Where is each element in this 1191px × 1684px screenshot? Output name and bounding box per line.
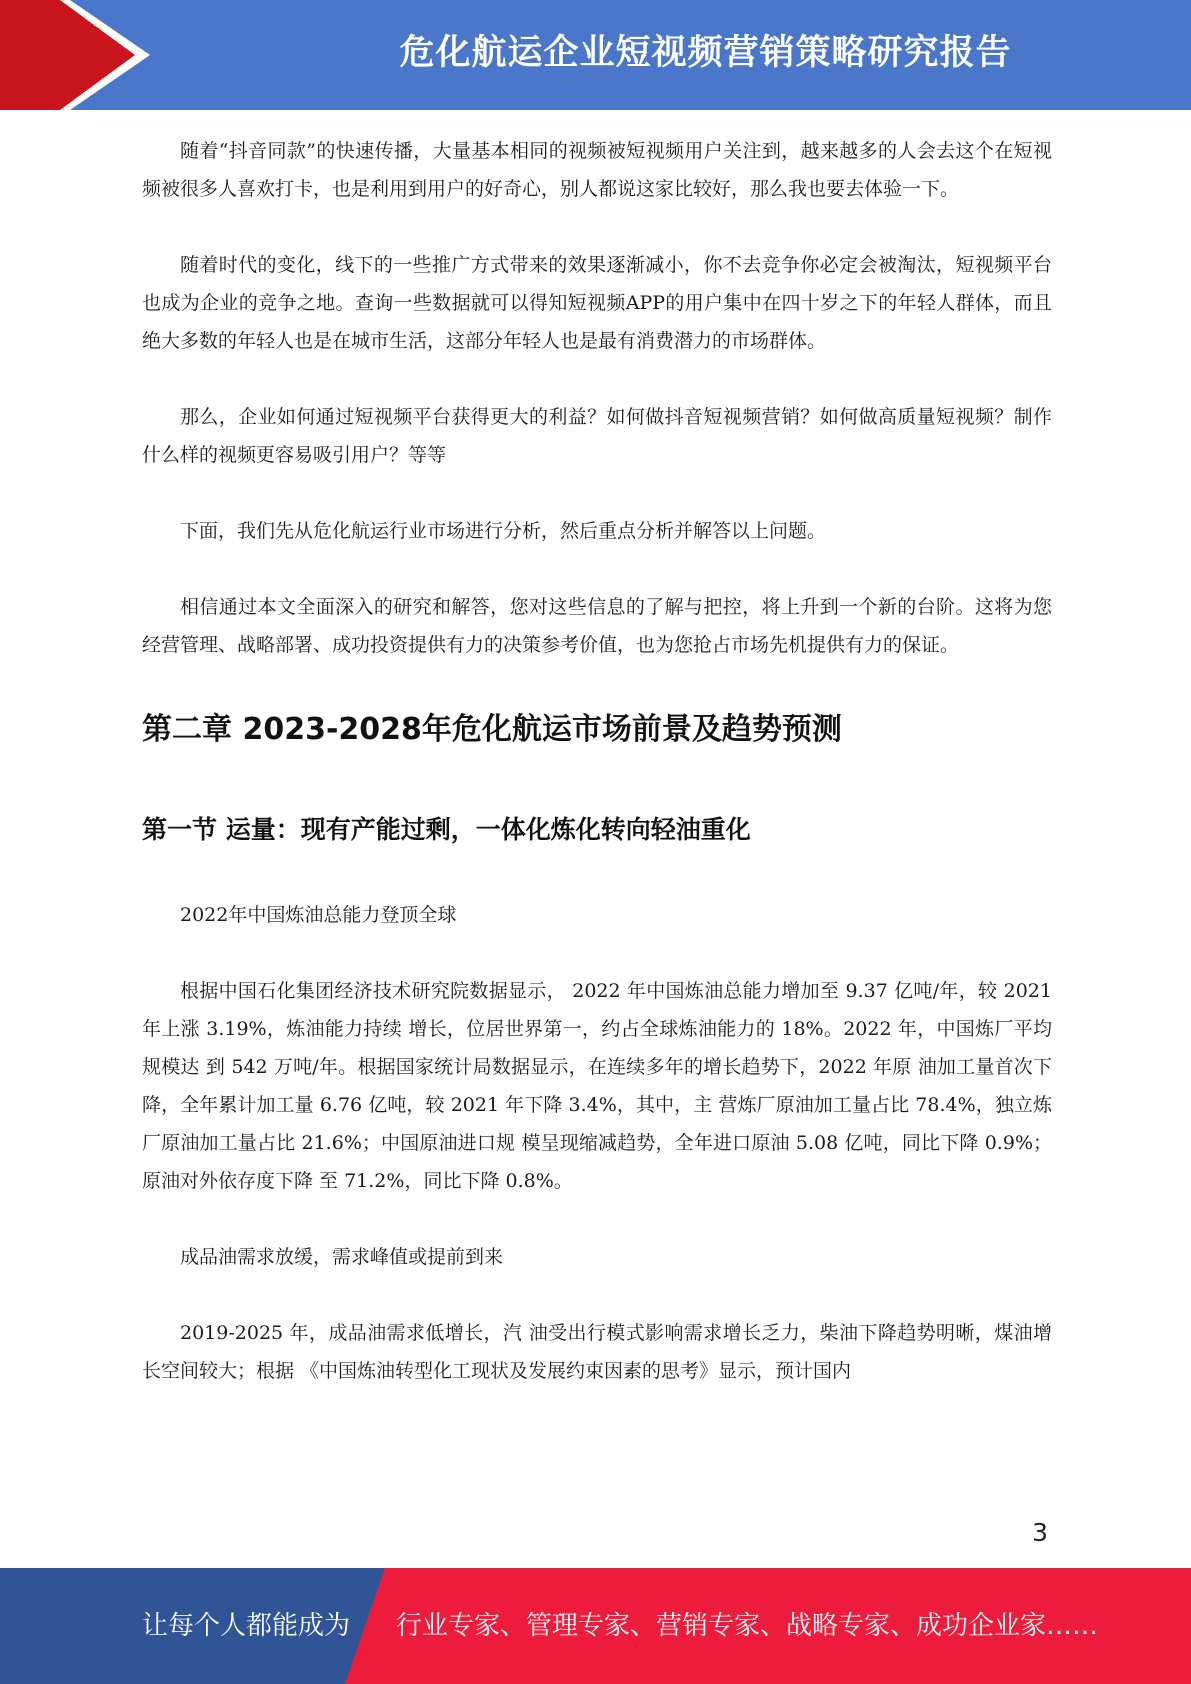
paragraph-3: 那么，企业如何通过短视频平台获得更大的利益？如何做抖音短视频营销？如何做高质量短视频？制作什么样的视频更容易吸引用户？等等 — [142, 406, 1052, 466]
footer-banner — [0, 1568, 1191, 1684]
footer-slogan-left: 让每个人都能成为 — [142, 1611, 351, 1641]
header-arrow-icon — [0, 0, 160, 110]
report-title: 危化航运企业短视频营销策略研究报告 — [399, 33, 1012, 73]
paragraph-2: 随着时代的变化，线下的一些推广方式带来的效果逐渐减小，你不去竞争你必定会被淘汰，短视频平台也成为企业的竞争之地。查询一些数据就可以得知短视频APP的用户集中在四十岁之下的年轻人群体，而且绝大多数的年轻人也是在城市生活，这部分年轻人也是最有消费潜力的市场群体。 — [142, 254, 1052, 352]
paragraph-6: 根据中国石化集团经济技术研究院数据显示， 2022 年中国炼油总能力增加至 9.37 亿吨/年，较 2021 年上涨 3.19%，炼油能力持续 增长，位居世界第一，约占全球炼油能力的 18%。2022 年，中国炼厂平均规模达 到 542 万吨/年。根据国家统计局数据显示，在连续多年的增长趋势下，2022 年原 油加工量首次下降，全年累计加工量 6.76 亿吨，较 2021 年下降 3.4%，其中，主 营炼厂原油加工量占比 78.4%，独立炼厂原油加工量占比 21.6%；中国原油进口规 模呈现缩减趋势，全年进口原油 5.08 亿吨，同比下降 0.9%；原油对外依存度下降 至 71.2%，同比下降 0.8%。 — [142, 980, 1052, 1192]
section-title: 第一节 运量：现有产能过剩，一体化炼化转向轻油重化 — [142, 815, 751, 844]
document-body — [142, 132, 1052, 1390]
paragraph-1: 随着“抖音同款”的快速传播，大量基本相同的视频被短视频用户关注到，越来越多的人会去这个在短视频被很多人喜欢打卡，也是利用到用户的好奇心，别人都说这家比较好，那么我也要去体验一下。 — [142, 140, 1052, 200]
subheading-refining-capacity: 2022年中国炼油总能力登顶全球 — [180, 904, 457, 926]
subheading-oil-demand: 成品油需求放缓，需求峰值或提前到来 — [180, 1246, 504, 1268]
chapter-title: 第二章 2023-2028年危化航运市场前景及趋势预测 — [142, 712, 842, 747]
paragraph-7: 2019-2025 年，成品油需求低增长，汽 油受出行模式影响需求增长乏力，柴油下降趋势明晰，煤油增长空间较大；根据 《中国炼油转型化工现状及发展约束因素的思考》显示，预计国内 — [142, 1322, 1052, 1382]
footer-slogan-right: 行业专家、管理专家、营销专家、战略专家、成功企业家…… — [396, 1611, 1099, 1641]
header-banner — [0, 0, 1191, 110]
paragraph-4: 下面，我们先从危化航运行业市场进行分析，然后重点分析并解答以上问题。 — [180, 520, 827, 542]
paragraph-5: 相信通过本文全面深入的研究和解答，您对这些信息的了解与把控，将上升到一个新的台阶。这将为您经营管理、战略部署、成功投资提供有力的决策参考价值，也为您抢占市场先机提供有力的保证。 — [142, 596, 1052, 656]
page-number: 3 — [1032, 1518, 1048, 1547]
